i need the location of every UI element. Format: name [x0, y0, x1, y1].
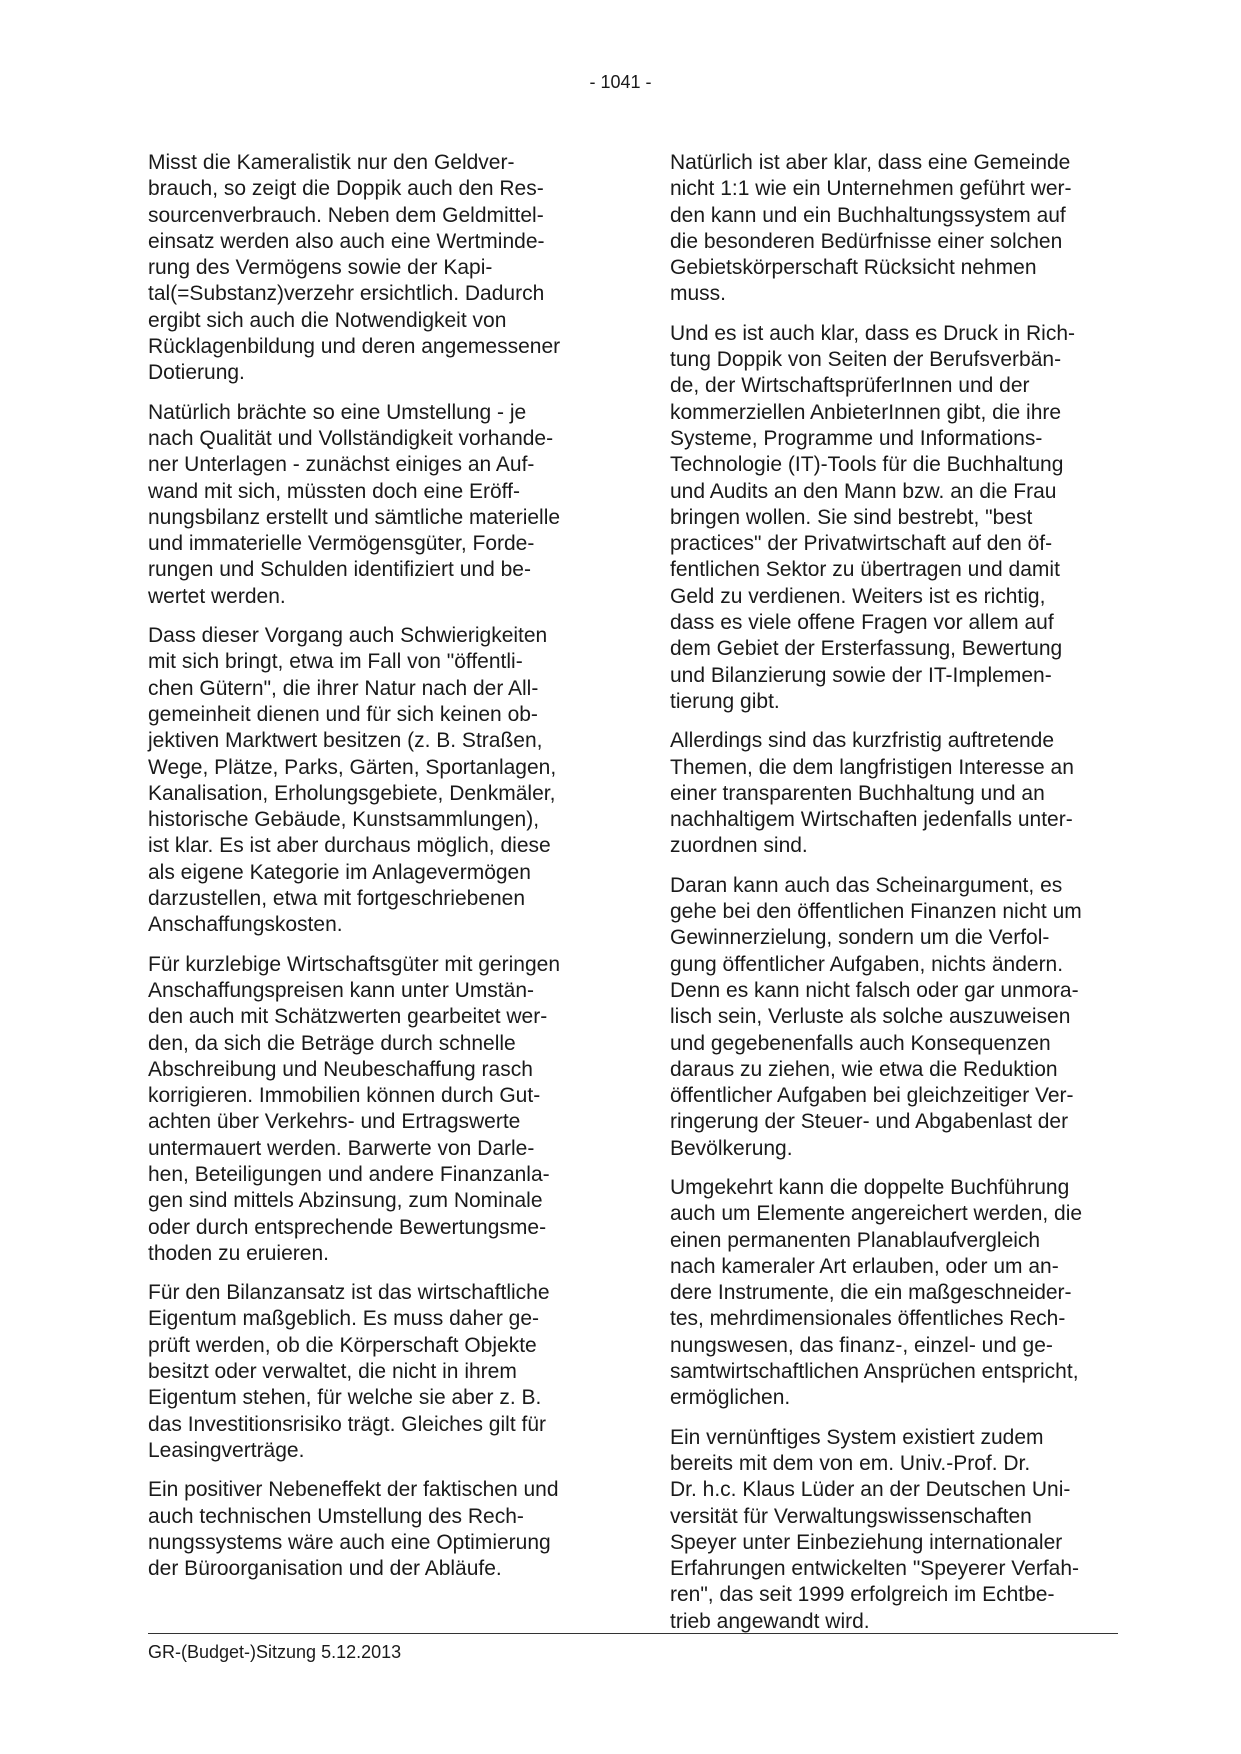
paragraph: Ein vernünftiges System existiert zudem bereits mit dem von em. Univ.-Prof. Dr. Dr. h.c. Klaus Lüder an der Deutschen Uni- versität für Verwaltungswissenschaften Speyer unter Einbeziehung internationaler Erfahrungen entwickelten "Speyerer Verfah- ren", das seit 1999 erfolgreich im Echtbe- trieb angewandt wird.: [670, 1425, 1080, 1633]
page-number: - 1041 -: [589, 72, 652, 92]
paragraph: Natürlich ist aber klar, dass eine Gemeinde nicht 1:1 wie ein Unternehmen geführt wer- den kann und ein Buchhaltungssystem auf die besonderen Bedürfnisse einer solchen Gebietskörperschaft Rücksicht nehmen muss.: [670, 151, 1072, 306]
paragraph: Ein positiver Nebeneffekt der faktischen und auch technischen Umstellung des Rech- nungssystems wäre auch eine Optimierung der Büroorganisation und der Abläufe.: [148, 1478, 559, 1581]
paragraph: Daran kann auch das Scheinargument, es gehe bei den öffentlichen Finanzen nicht um Gewinnerzielung, sondern um die Verfol- gung öffentlicher Aufgaben, nichts ändern. Denn es kann nicht falsch oder gar unmora- lisch sein, Verluste als solche auszuweisen und gegebenenfalls auch Konsequenzen daraus zu ziehen, wie etwa die Reduktion öffentlicher Aufgaben bei gleichzeitiger Ver- ringerung der Steuer- und Abgabenlast der Bevölkerung.: [670, 873, 1082, 1160]
footer-text: GR-(Budget-)Sitzung 5.12.2013: [148, 1642, 402, 1662]
paragraph: Und es ist auch klar, dass es Druck in Rich- tung Doppik von Seiten der Berufsverbän- de, der WirtschaftsprüferInnen und der kommerziellen AnbieterInnen gibt, die ihre Systeme, Programme und Informations- Technologie (IT)-Tools für die Buchhaltung und Audits an den Mann bzw. an die Frau bringen wollen. Sie sind bestrebt, "best practices" der Privatwirtschaft auf den öf- fentlichen Sektor zu übertragen und damit Geld zu verdienen. Weiters ist es richtig, dass es viele offene Fragen vor allem auf dem Gebiet der Ersterfassung, Bewertung und Bilanzierung sowie der IT-Implemen- tierung gibt.: [670, 321, 1075, 713]
left-column: [148, 150, 603, 1595]
paragraph: Für kurzlebige Wirtschaftsgüter mit geringen Anschaffungspreisen kann unter Umstän- den auch mit Schätzwerten gearbeitet wer- den, da sich die Beträge durch schnelle Abschreibung und Neubeschaffung rasch korrigieren. Immobilien können durch Gut- achten über Verkehrs- und Ertragswerte untermauert werden. Barwerte von Darle- hen, Beteiligungen und andere Finanzanla- gen sind mittels Abzinsung, zum Nominale oder durch entsprechende Bewertungsme- thoden zu eruieren.: [148, 952, 560, 1265]
paragraph: Dass dieser Vorgang auch Schwierigkeiten mit sich bringt, etwa im Fall von "öffentli- chen Gütern", die ihrer Natur nach der All- gemeinheit dienen und für sich keinen ob- jektiven Marktwert besitzen (z. B. Straßen, Wege, Plätze, Parks, Gärten, Sportanlagen, Kanalisation, Erholungsgebiete, Denkmäler, historische Gebäude, Kunstsammlungen), ist klar. Es ist aber durchaus möglich, diese als eigene Kategorie im Anlagevermögen darzustellen, etwa mit fortgeschriebenen Anschaffungskosten.: [148, 624, 557, 937]
right-column: [670, 150, 1125, 1648]
paragraph: Misst die Kameralistik nur den Geldver- brauch, so zeigt die Doppik auch den Res- sourcenverbrauch. Neben dem Geldmittel- einsatz werden also auch eine Wertminde- rung des Vermögens sowie der Kapi- tal(=Substanz)verzehr ersichtlich. Dadurch ergibt sich auch die Notwendigkeit von Rücklagenbildung und deren angemessener Dotierung.: [148, 151, 561, 385]
paragraph: Für den Bilanzansatz ist das wirtschaftliche Eigentum maßgeblich. Es muss daher ge- prüft werden, ob die Körperschaft Objekte besitzt oder verwaltet, die nicht in ihrem Eigentum stehen, für welche sie aber z. B. das Investitionsrisiko trägt. Gleiches gilt für Leasingverträge.: [148, 1281, 550, 1462]
paragraph: Umgekehrt kann die doppelte Buchführung auch um Elemente angereichert werden, die einen permanenten Planablaufvergleich nach kameraler Art erlauben, oder um an- dere Instrumente, die ein maßgeschneider- tes, mehrdimensionales öffentliches Rech- nungswesen, das finanz-, einzel- und ge- samtwirtschaftlichen Ansprüchen entspricht, ermöglichen.: [670, 1175, 1083, 1410]
paragraph: Allerdings sind das kurzfristig auftretende Themen, die dem langfristigen Interesse an einer transparenten Buchhaltung und an nachhaltigem Wirtschaften jedenfalls unter- zuordnen sind.: [670, 729, 1074, 858]
footer-divider: [148, 1633, 1118, 1634]
paragraph: Natürlich brächte so eine Umstellung - je nach Qualität und Vollständigkeit vorhande- ner Unterlagen - zunächst einiges an Auf- wand mit sich, müssten doch eine Eröff- nungsbilanz erstellt und sämtliche materielle und immaterielle Vermögensgüter, Forde- rungen und Schulden identifiziert und be- wertet werden.: [148, 400, 561, 608]
